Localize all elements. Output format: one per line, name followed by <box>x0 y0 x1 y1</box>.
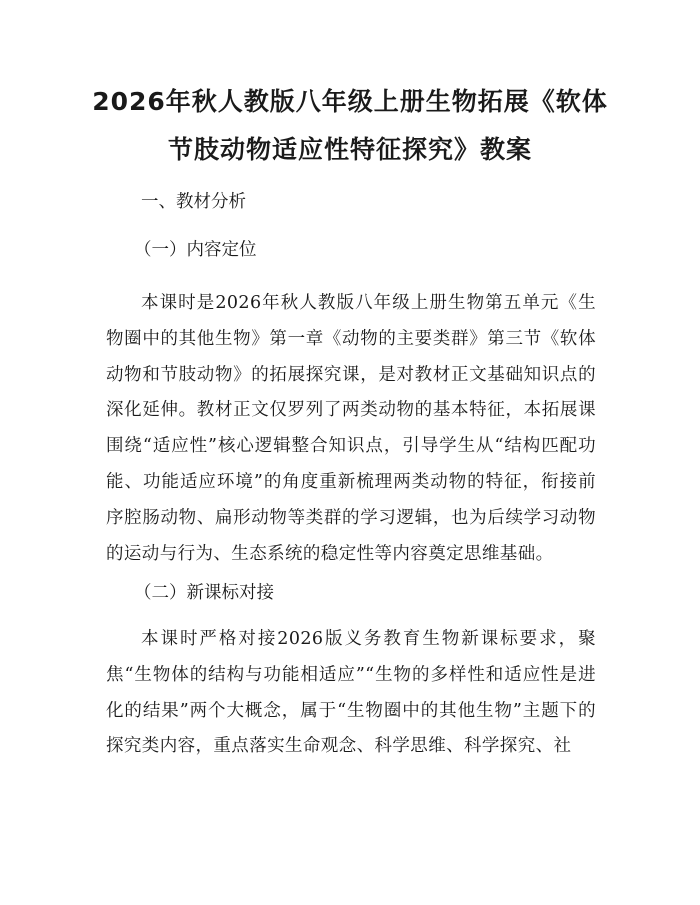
document-title <box>90 78 610 174</box>
subsection-heading-content-positioning: （一）内容定位 <box>134 240 257 260</box>
title-line-2: 节肢动物适应性特征探究》教案 <box>167 135 532 164</box>
paragraph-curriculum-standard: 本课时严格对接2026版义务教育生物新课标要求，聚焦“生物体的结构与功能相适应”“生物的多样性和适应性是进化的结果”两个大概念，属于“生物圈中的其他生物”主题下的探究类内容，重点落实生命观念、科学思维、科学探究、社 <box>106 629 596 757</box>
title-line-1: 2026年秋人教版八年级上册生物拓展《软体 <box>92 87 608 116</box>
paragraph-content-positioning: 本课时是2026年秋人教版八年级上册生物第五单元《生物圈中的其他生物》第一章《动物的主要类群》第三节《软体动物和节肢动物》的拓展探究课，是对教材正文基础知识点的深化延伸。教材正文仅罗列了两类动物的基本特征，本拓展课围绕“适应性”核心逻辑整合知识点，引导学生从“结构匹配功能、功能适应环境”的角度重新梳理两类动物的特征，衔接前序腔肠动物、扁形动物等类群的学习逻辑，也为后续学习动物的运动与行为、生态系统的稳定性等内容奠定思维基础。 <box>106 293 596 564</box>
subsection-heading-curriculum-standard: （二）新课标对接 <box>134 583 274 603</box>
section-heading-textbook-analysis: 一、教材分析 <box>141 192 246 212</box>
